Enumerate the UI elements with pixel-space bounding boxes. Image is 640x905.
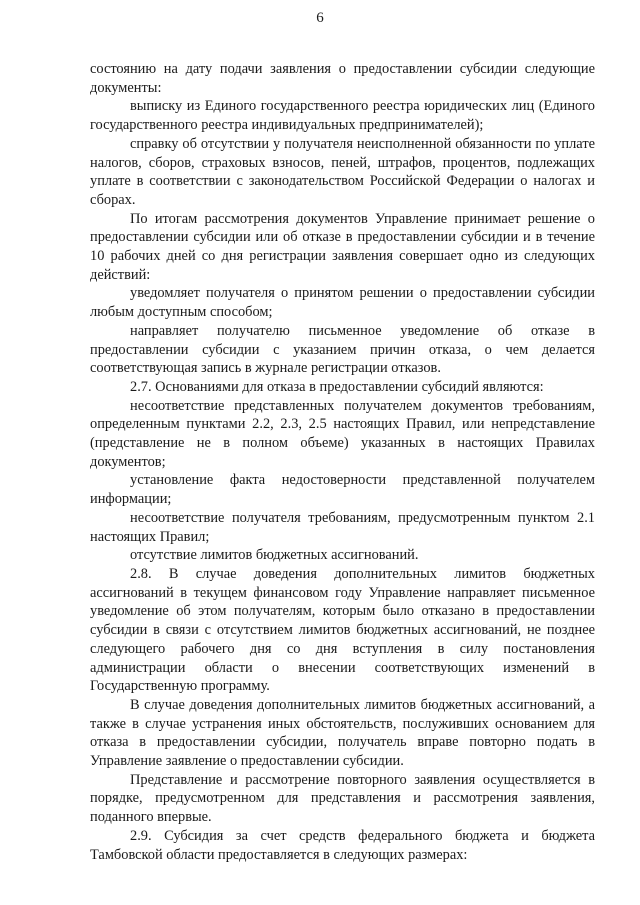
paragraph: несоответствие получателя требованиям, предусмотренным пунктом 2.1 настоящих Правил; [90,509,595,545]
paragraph: 2.9. Субсидия за счет средств федерального бюджета и бюджета Тамбовской области предоставляется в следующих размерах: [90,827,595,863]
paragraph: 2.7. Основаниями для отказа в предоставлении субсидий являются: [130,378,544,395]
paragraph: состоянию на дату подачи заявления о предоставлении субсидии следующие документы: [90,61,595,96]
paragraph: По итогам рассмотрения документов Управление принимает решение о предоставлении субсидии или об отказе в предоставлении субсидии и в течение 10 рабочих дней со дня регистрации заявления совершает одно из следующих действий: [90,210,595,283]
paragraph: 2.8. В случае доведения дополнительных лимитов бюджетных ассигнований в текущем финансовом году Управление направляет письменное уведомление об этом получателям, которым было отказано в предоставлении субсидии в связи с отсутствием лимитов бюджетных ассигнований, не позднее следующего рабочего дня со дня вступления в силу постановления администрации области о внесении соответствующих изменений в Государственную программу. [90,565,595,695]
paragraph: Представление и рассмотрение повторного заявления осуществляется в порядке, предусмотренном для представления и рассмотрения заявления, поданного впервые. [90,771,595,826]
paragraph: В случае доведения дополнительных лимитов бюджетных ассигнований, а также в случае устранения иных обстоятельств, послуживших основанием для отказа в предоставлении субсидии, получатель вправе повторно подать в Управление заявление о предоставлении субсидии. [90,696,595,770]
paragraph: справку об отсутствии у получателя неисполненной обязанности по уплате налогов, сборов, страховых взносов, пеней, штрафов, процентов, подлежащих уплате в соответствии с законодательством Российской Федерации о налогах и сборах. [90,135,595,208]
paragraph: установление факта недостоверности представленной получателем информации; [90,472,595,508]
paragraph: отсутствие лимитов бюджетных ассигнований. [130,547,419,564]
paragraph: уведомляет получателя о принятом решении о предоставлении субсидии любым доступным способом; [90,285,595,321]
paragraph: выписку из Единого государственного реестра юридических лиц (Единого государственного реестра индивидуальных предпринимателей); [90,98,595,134]
page-number: 6 [316,10,324,26]
document-body [90,60,595,864]
paragraph: несоответствие представленных получателем документов требованиям, определенным пунктами 2.2, 2.3, 2.5 настоящих Правил, или непредставление (представление не в полном объеме) указанных в настоящих Правилах документов; [90,397,595,470]
paragraph: направляет получателю письменное уведомление об отказе в предоставлении субсидии с указанием причин отказа, о чем делается соответствующая запись в журнале регистрации отказов. [90,322,595,377]
